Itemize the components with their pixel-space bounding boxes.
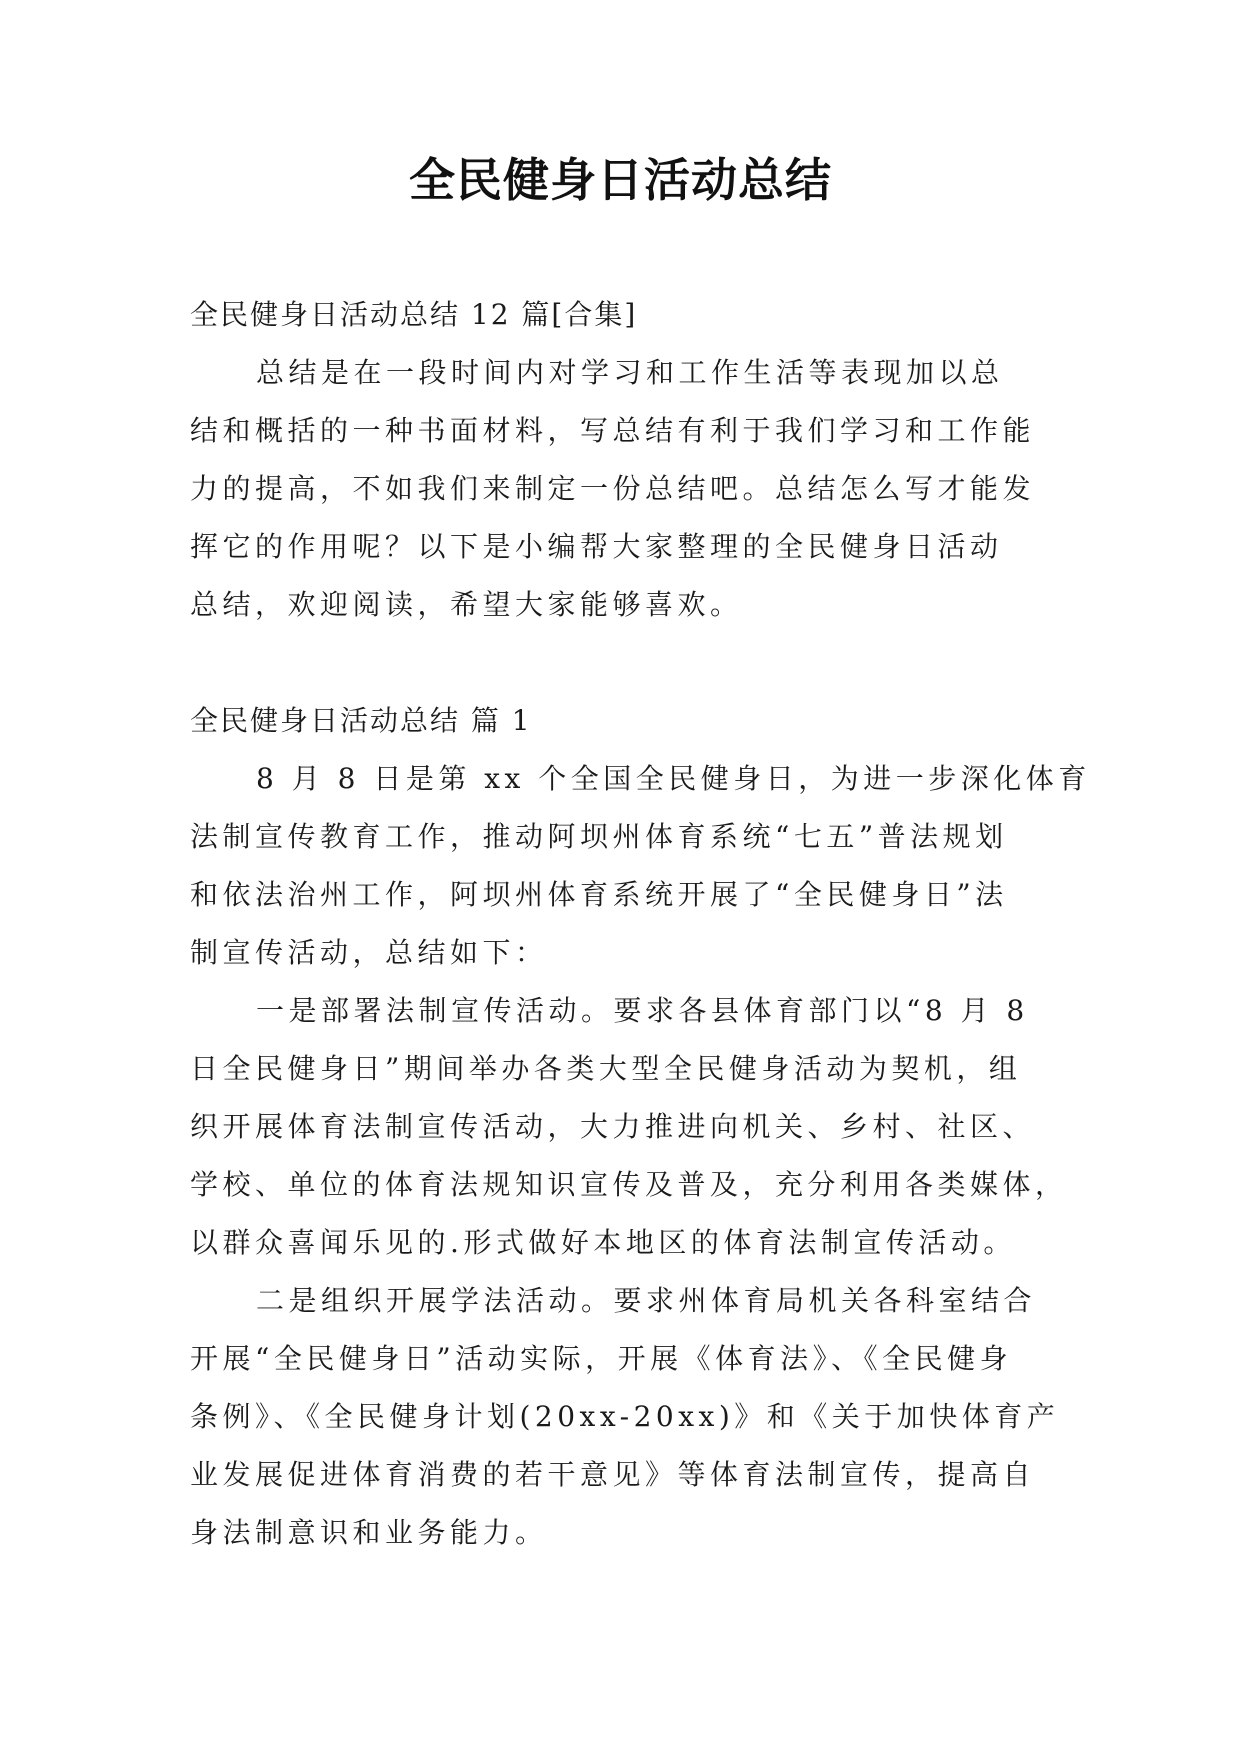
text-line: 法制宣传教育工作，推动阿坝州体育系统“七五”普法规划 [190,820,1008,853]
text-line: 结和概括的一种书面材料，写总结有利于我们学习和工作能 [190,414,1036,447]
text-line: 和依法治州工作，阿坝州体育系统开展了“全民健身日”法 [190,878,1008,911]
text-line: 二是组织开展学法活动。要求州体育局机关各科室结合 [256,1284,1037,1317]
text-line: 8 月 8 日是第 xx 个全国全民健身日，为进一步深化体育 [256,762,1091,795]
intro-paragraph [190,344,1060,634]
text-line: 总结是在一段时间内对学习和工作生活等表现加以总 [256,356,1004,389]
text-line: 条例》、《全民健身计划(20xx-20xx)》和《关于加快体育产 [190,1400,1060,1433]
text-line: 业发展促进体育消费的若干意见》等体育法制宣传，提高自 [190,1458,1036,1491]
text-line: 一是部署法制宣传活动。要求各县体育部门以“8 月 8 [256,994,1029,1027]
document-title: 全民健身日活动总结 [409,153,832,207]
document-subtitle: 全民健身日活动总结 12 篇[合集] [190,298,638,331]
text-line: 以群众喜闻乐见的.形式做好本地区的体育法制宣传活动。 [190,1226,1016,1259]
text-line: 总结，欢迎阅读，希望大家能够喜欢。 [190,588,743,621]
text-line: 开展“全民健身日”活动实际，开展《体育法》、《全民健身 [190,1342,1013,1375]
text-line: 制宣传活动，总结如下： [190,936,548,969]
text-line: 力的提高，不如我们来制定一份总结吧。总结怎么写才能发 [190,472,1036,505]
text-line: 挥它的作用呢？以下是小编帮大家整理的全民健身日活动 [190,530,1003,563]
text-line: 日全民健身日”期间举办各类大型全民健身活动为契机，组 [190,1052,1022,1085]
text-line: 身法制意识和业务能力。 [190,1516,548,1549]
document-body [190,286,1091,1562]
section-heading: 全民健身日活动总结 篇 1 [190,704,532,737]
text-line: 织开展体育法制宣传活动，大力推进向机关、乡村、社区、 [190,1110,1036,1143]
text-line: 学校、单位的体育法规知识宣传及普及，充分利用各类媒体， [190,1168,1068,1201]
section-body [190,750,1091,1562]
